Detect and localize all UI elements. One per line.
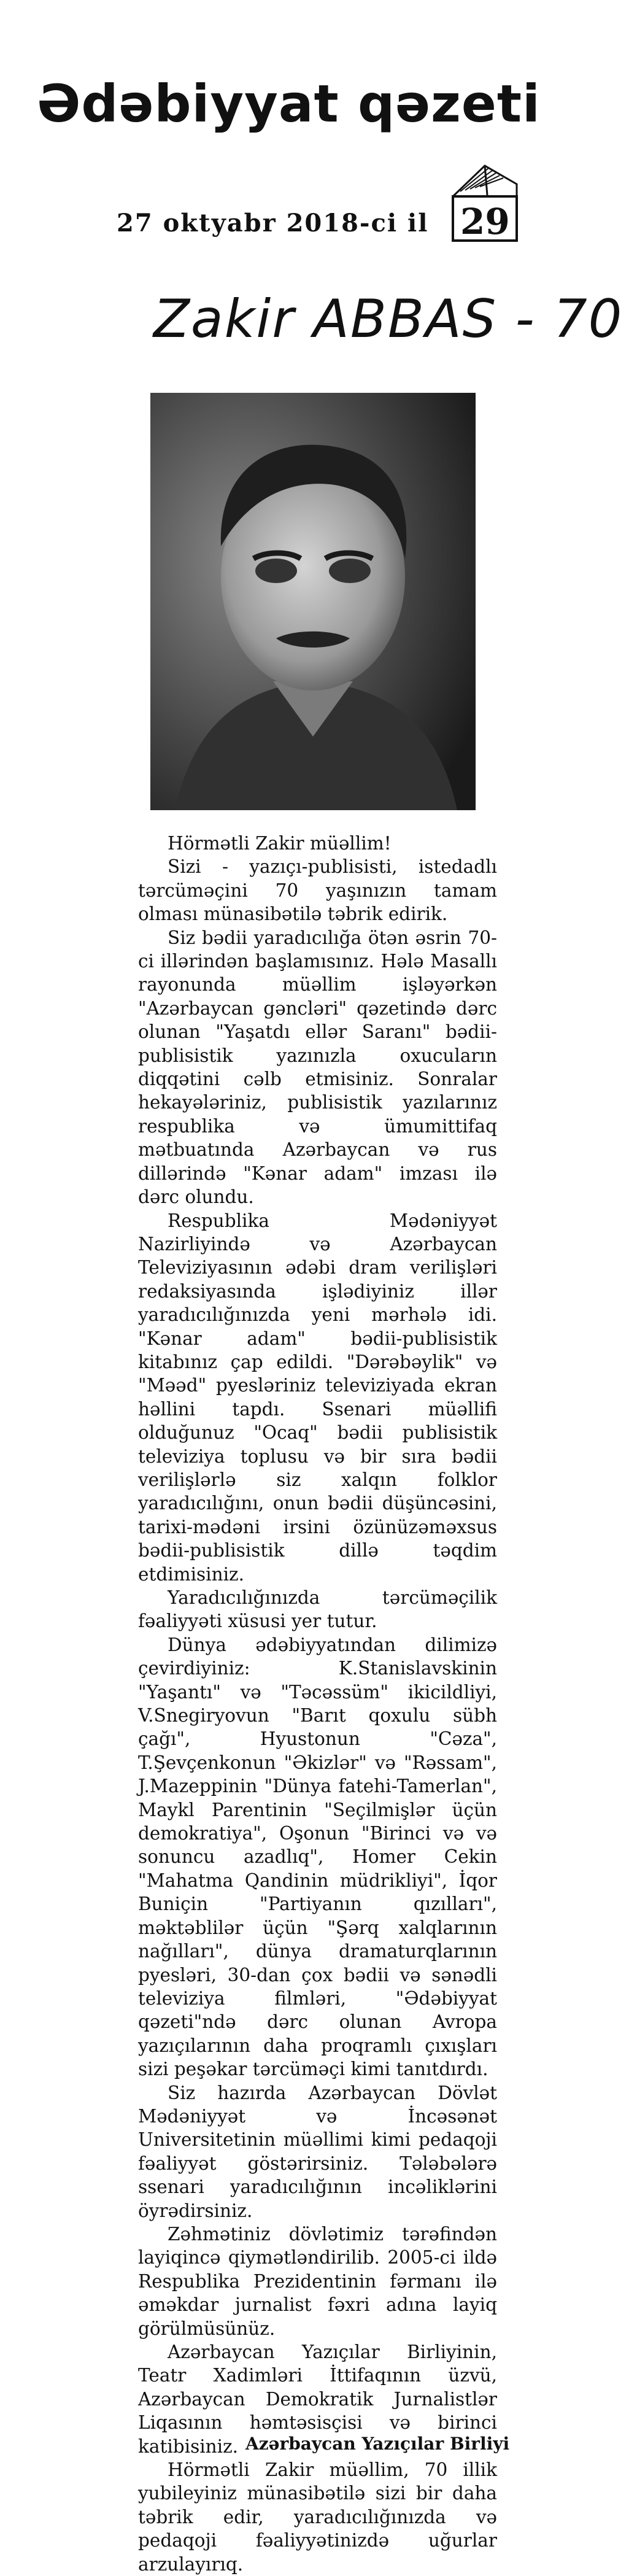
newspaper-name: Ədəbiyyat qəzeti: [37, 74, 541, 134]
article-paragraph: Hörmətli Zakir müəllim, 70 illik yubileyiniz münasibətilə sizi bir daha təbrik edir, yaradıcılığınızda və pedaqoji fəaliyyətinizdə uğurlar arzulayırıq.: [138, 2459, 497, 2575]
article-paragraph: Azərbaycan Yazıçılar Birliyinin, Teatr Xadimləri İttifaqının üzvü, Azərbaycan Demokratik Jurnalistlər Liqasının həmtəsisçisi və birinci katibisiniz.: [138, 2342, 497, 2457]
page-number-box: [448, 160, 522, 246]
article-paragraph: Respublika Mədəniyyət Nazirliyində və Azərbaycan Televiziyasının ədəbi dram verilişləri redaksiyasında işlədiyiniz illər yaradıcılığınızda yeni mərhələ idi. "Kənar adam" bədii-publisistik kitabınız çap edildi. "Dərəbəylik" və "Məəd" pyesləriniz televiziyada ekran həllini tapdı. Ssenari müəllifi olduğunuz "Ocaq" bədii publisistik televiziya toplusu və bir sıra bədii verilişlərlə siz xalqın folklor yaradıcılığını, onun bədii düşüncəsini, tarixi-mədəni irsini özünüzəməxsus bədii-publisistik dillə təqdim etdimisiniz.: [138, 1210, 497, 1585]
article-paragraph: Siz bədii yaradıcılığa ötən əsrin 70-ci illərindən başlamısınız. Hələ Masallı rayonunda müəllim işləyərkən "Azərbaycan gəncləri" qəzetində dərc olunan "Yaşatdı ellər Saranı" bədii-publisistik yazınızla oxucuların diqqətini cəlb etmisiniz. Sonralar hekayələriniz, publisistik yazılarınız respublika və ümumittifaq mətbuatında Azərbaycan və rus dillərində "Kənar adam" imzası ilə dərc olundu.: [138, 927, 497, 1208]
author-portrait-photo: [150, 393, 476, 810]
article-paragraph: Dünya ədəbiyyatından dilimizə çevirdiyiniz: K.Stanislavskinin "Yaşantı" və "Təcəssüm" ikicildliyi, V.Snegiryovun "Barıt qoxulu sübh çağı", Hyustonun "Cəza", T.Şevçenkonun "Əkizlər" və "Rəssam", J.Mazeppinin "Dünya fatehi-Tamerlan", Maykl Parentinin "Seçilmişlər üçün demokratiya", Oşonun "Birinci və və sonuncu azadlıq", Homer Cekin "Mahatma Qandinin müdrikliyi", İqor Buniçin "Partiyanın qızılları", məktəblilər üçün "Şərq xalqlarının nağılları", dünya dramaturqlarının pyesləri, 30-dan çox bədii və sənədli televiziya filmləri, "Ədəbiyyat qəzeti"ndə dərc olunan Avropa yazıçılarının daha proqramlı çıxışları sizi peşəkar tərcüməçi kimi tanıtdırdı.: [138, 1634, 497, 2080]
portrait-image: [150, 393, 476, 810]
article-body: [138, 832, 497, 2576]
article-signature: Azərbaycan Yazıçılar Birliyi: [245, 2434, 510, 2454]
article-paragraph: Hörmətli Zakir müəllim!: [168, 833, 392, 854]
article-paragraph: Zəhmətiniz dövlətimiz tərəfindən layiqincə qiymətləndirilib. 2005-ci ildə Respublika Prezidentinin fərmanı ilə əməkdar jurnalist fəxri adına layiq görülmüsünüz.: [138, 2223, 497, 2339]
article-headline: Zakir ABBAS - 70: [153, 288, 623, 350]
article-paragraph: Siz hazırda Azərbaycan Dövlət Mədəniyyət və İncəsənət Universitetinin müəllimi kimi pedaqoji fəaliyyət göstərirsiniz. Tələbələrə ssenari yaradıcılığının incəliklərini öyrədirsiniz.: [138, 2082, 497, 2221]
issue-date: 27 oktyabr 2018-ci il: [117, 209, 429, 238]
article-paragraph: Sizi - yazıçı-publisisti, istedadlı tərcüməçini 70 yaşınızın tamam olması münasibətilə təbrik edirik.: [138, 856, 497, 925]
page-number: 29: [460, 201, 510, 242]
article-paragraph: Yaradıcılığınızda tərcüməçilik fəaliyyəti xüsusi yer tutur.: [138, 1587, 497, 1632]
